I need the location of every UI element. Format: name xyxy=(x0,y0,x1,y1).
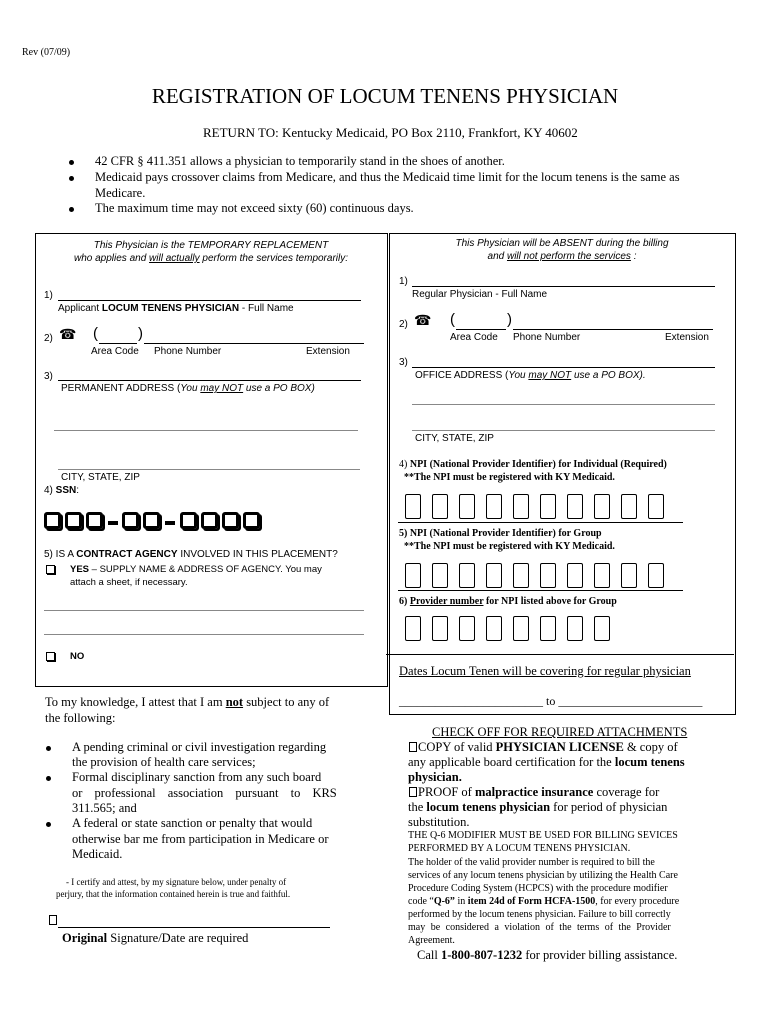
area-code-paren: ) xyxy=(507,311,512,328)
field-number: 1) xyxy=(399,276,408,287)
billing-assistance-phone xyxy=(417,948,677,963)
q6-modifier-notice: THE Q-6 MODIFIER MUST BE USED FOR BILLING SEVICES xyxy=(408,830,678,841)
attachment-malpractice-continued: substitution. xyxy=(408,815,470,829)
attest-emphasis: not xyxy=(225,695,244,709)
city-state-zip-field[interactable] xyxy=(412,430,715,431)
contract-agency-question xyxy=(44,549,338,560)
phone-number-label: Phone Number xyxy=(154,346,222,357)
label-text: 5) IS A xyxy=(44,549,77,560)
city-state-zip-field[interactable] xyxy=(58,469,360,470)
q6-modifier-notice-continued: PERFORMED BY A LOCUM TENENS PHYSICIAN. xyxy=(408,843,631,854)
attachments-title: CHECK OFF FOR REQUIRED ATTACHMENTS xyxy=(432,725,688,739)
npi-digit-box[interactable] xyxy=(513,494,529,519)
telephone-icon: ☎ xyxy=(59,328,77,343)
certify-statement: - I certify and attest, by my signature below, under penalty of xyxy=(66,877,287,887)
paragraph-emphasis: Q-6” xyxy=(433,896,455,907)
attachment-license-continued: physician. xyxy=(408,770,462,784)
divider xyxy=(386,654,734,655)
attachment-text: & copy of xyxy=(623,740,678,754)
office-address-label xyxy=(415,370,646,381)
provider-digit-box[interactable] xyxy=(486,616,502,641)
ssn-digit-box[interactable] xyxy=(122,512,139,529)
npi-digit-box[interactable] xyxy=(513,563,529,588)
area-code-paren: ( xyxy=(450,311,455,328)
ssn-digit-box[interactable] xyxy=(201,512,218,529)
label-emphasis: SSN xyxy=(55,485,77,496)
npi-digit-box[interactable] xyxy=(540,494,556,519)
bullet-icon xyxy=(69,176,74,181)
office-address-field[interactable] xyxy=(412,367,715,368)
provider-digit-box[interactable] xyxy=(567,616,583,641)
field-number: 3) xyxy=(399,357,408,368)
field-number: 2) xyxy=(399,319,408,330)
npi-digit-box[interactable] xyxy=(594,563,610,588)
npi-digit-box[interactable] xyxy=(405,494,421,519)
call-text: Call xyxy=(417,948,441,962)
provider-number-label xyxy=(399,596,617,607)
ssn-digit-box[interactable] xyxy=(222,512,239,529)
attachment-emphasis: malpractice insurance xyxy=(474,785,594,799)
attachment-text: any applicable board certification for the xyxy=(408,755,615,769)
heading-text: perform the services temporarily: xyxy=(199,253,349,264)
field-number: 1) xyxy=(44,290,53,301)
bullet-icon xyxy=(69,207,74,212)
area-code-field[interactable] xyxy=(99,343,137,344)
field-number: 2) xyxy=(44,333,53,344)
signature-checkbox[interactable] xyxy=(49,915,57,925)
extension-label: Extension xyxy=(306,346,350,357)
return-address: RETURN TO: Kentucky Medicaid, PO Box 2110, Frankfort, KY 40602 xyxy=(203,125,578,140)
yes-label-continued: attach a sheet, if necessary. xyxy=(70,577,188,588)
ssn-digit-box[interactable] xyxy=(44,512,61,529)
attachment-text: for period of physician xyxy=(550,800,668,814)
label-text: 4) xyxy=(44,485,56,496)
label-text: 4) xyxy=(399,459,410,470)
paragraph-text: code “ xyxy=(408,896,434,907)
regular-physician-name-label: Regular Physician - Full Name xyxy=(412,289,548,300)
label-italic-underline: may NOT xyxy=(528,370,572,381)
attest-intro-continued: the following: xyxy=(45,711,116,725)
revision-label: Rev (07/09) xyxy=(22,47,71,58)
heading-emphasis: will not perform the services xyxy=(506,251,631,262)
provider-digit-box[interactable] xyxy=(459,616,475,641)
bullet-item-continued: Medicare. xyxy=(95,186,146,200)
billing-paragraph-line: Agreement. xyxy=(408,935,455,946)
right-heading-2 xyxy=(390,251,734,262)
label-italic: use a PO BOX) xyxy=(243,383,315,394)
bullet-item: 42 CFR § 411.351 allows a physician to temporarily stand in the shoes of another. xyxy=(95,154,505,168)
area-code-paren: ) xyxy=(138,325,143,342)
billing-paragraph-line: Procedure Coding System (HCPCS) with the procedure modifier xyxy=(408,883,668,894)
ssn-dash xyxy=(108,521,118,525)
provider-digit-box[interactable] xyxy=(594,616,610,641)
page-title: REGISTRATION OF LOCUM TENENS PHYSICIAN xyxy=(151,84,619,108)
npi-digit-box[interactable] xyxy=(459,563,475,588)
label-italic: You xyxy=(180,383,201,394)
label-text: INVOLVED IN THIS PLACEMENT? xyxy=(177,549,338,560)
attest-item-continued: otherwise bar me from participation in Medicare or xyxy=(72,832,329,846)
label-text: – SUPPLY NAME & ADDRESS OF AGENCY. You may xyxy=(89,564,322,575)
ssn-digit-box[interactable] xyxy=(243,512,260,529)
billing-paragraph-line: performed by the locum tenens physician. Failure to bill correctly xyxy=(408,909,671,920)
address-line-2-field[interactable] xyxy=(412,404,715,405)
npi-digit-box[interactable] xyxy=(567,494,583,519)
npi-digit-box[interactable] xyxy=(486,494,502,519)
label-text: for NPI listed above for Group xyxy=(483,596,617,607)
label-text: : xyxy=(76,485,80,496)
attachment-emphasis: PHYSICIAN LICENSE xyxy=(495,740,624,754)
attest-item-continued: the provision of health care services; xyxy=(72,755,256,769)
locum-name-label xyxy=(58,303,294,314)
attest-text: subject to any of xyxy=(243,695,330,709)
attachment-license-continued xyxy=(408,755,685,770)
npi-group-note: **The NPI must be registered with KY Medicaid. xyxy=(404,541,615,552)
label-emphasis: LOCUM TENENS PHYSICIAN xyxy=(101,303,240,314)
billing-paragraph-line: The holder of the valid provider number is required to bill the xyxy=(408,857,655,868)
divider xyxy=(398,590,683,591)
attest-item: A pending criminal or civil investigation regarding xyxy=(72,740,327,754)
label-text: 6) xyxy=(399,596,410,607)
attest-intro xyxy=(45,695,329,710)
left-heading-2 xyxy=(36,253,386,264)
field-number: 3) xyxy=(44,371,53,382)
paragraph-emphasis: item 24d of Form HCFA-1500 xyxy=(467,896,596,907)
locum-name-field[interactable] xyxy=(58,300,361,301)
ssn-dash xyxy=(165,521,175,525)
heading-text: and xyxy=(487,251,507,262)
bullet-icon xyxy=(69,160,74,165)
telephone-icon: ☎ xyxy=(414,314,432,329)
area-code-paren: ( xyxy=(93,325,98,342)
billing-paragraph-line: may be considered a violation of the terms of the Provider xyxy=(408,922,671,933)
regular-physician-name-field[interactable] xyxy=(412,286,715,287)
area-code-label: Area Code xyxy=(450,332,498,343)
phone-number-label: Phone Number xyxy=(513,332,581,343)
ssn-label xyxy=(44,485,79,496)
attest-text: To my knowledge, I attest that I am xyxy=(45,695,226,709)
temporary-physician-section xyxy=(35,233,388,687)
label-text: PERMANENT ADDRESS ( xyxy=(61,383,181,394)
paragraph-text: in xyxy=(454,896,468,907)
label-emphasis: Provider number xyxy=(409,596,484,607)
attest-item-continued: Medicaid. xyxy=(72,847,123,861)
heading-text: : xyxy=(630,251,637,262)
label-text: Applicant xyxy=(58,303,102,314)
address-line-2-field[interactable] xyxy=(54,430,358,431)
city-state-zip-label: CITY, STATE, ZIP xyxy=(415,433,494,444)
npi-digit-box[interactable] xyxy=(405,563,421,588)
bullet-icon xyxy=(46,776,51,781)
npi-digit-box[interactable] xyxy=(567,563,583,588)
permanent-address-field[interactable] xyxy=(58,380,361,381)
no-checkbox[interactable] xyxy=(46,652,55,661)
ssn-digit-box[interactable] xyxy=(65,512,82,529)
agency-line-2-field[interactable] xyxy=(44,634,364,635)
label-emphasis: NPI (National Provider Identifier) for Individual (Required) xyxy=(409,459,667,470)
phone-number-field[interactable] xyxy=(513,329,713,330)
permanent-address-label xyxy=(61,383,315,394)
yes-label xyxy=(70,564,322,575)
area-code-field[interactable] xyxy=(456,329,506,330)
label-italic: You xyxy=(508,370,529,381)
attachment-emphasis: locum tenens physician xyxy=(426,800,551,814)
ssn-digit-box[interactable] xyxy=(180,512,197,529)
yes-checkbox[interactable] xyxy=(46,565,55,574)
npi-digit-box[interactable] xyxy=(540,563,556,588)
npi-group-label: 5) NPI (National Provider Identifier) for Group xyxy=(399,528,602,539)
city-state-zip-label: CITY, STATE, ZIP xyxy=(61,472,140,483)
signature-label xyxy=(62,931,248,946)
npi-individual-label xyxy=(399,459,667,470)
paragraph-text: , for every procedure xyxy=(595,896,680,907)
billing-paragraph-line xyxy=(408,896,679,907)
heading-text: who applies and xyxy=(73,253,150,264)
left-heading-1: This Physician is the TEMPORARY REPLACEMENT xyxy=(93,240,329,251)
signature-field[interactable] xyxy=(58,927,330,928)
heading-emphasis: will actually xyxy=(149,253,200,264)
attest-item-continued: 311.565; and xyxy=(72,801,137,815)
ssn-digit-box[interactable] xyxy=(143,512,160,529)
provider-digit-box[interactable] xyxy=(513,616,529,641)
dates-covering-field[interactable]: ________________________ to ________________________ xyxy=(399,694,703,708)
extension-label: Extension xyxy=(665,332,709,343)
bullet-item: The maximum time may not exceed sixty (60) continuous days. xyxy=(95,201,414,215)
attachment-license xyxy=(418,740,678,755)
agency-line-1-field[interactable] xyxy=(44,610,364,611)
divider xyxy=(398,522,683,523)
label-italic: use a PO BOX). xyxy=(571,370,646,381)
attachment-text: COPY of valid xyxy=(418,740,496,754)
label-emphasis: CONTRACT AGENCY xyxy=(76,549,178,560)
npi-individual-note: **The NPI must be registered with KY Medicaid. xyxy=(404,472,615,483)
attachment-malpractice xyxy=(418,785,659,800)
no-label: NO xyxy=(70,651,85,662)
npi-digit-box[interactable] xyxy=(432,494,448,519)
label-italic-underline: may NOT xyxy=(200,383,244,394)
bullet-item: Medicaid pays crossover claims from Medicare, and thus the Medicaid time limit for the locum tenens is the same as xyxy=(95,170,680,184)
right-heading-1: This Physician will be ABSENT during the billing xyxy=(455,238,669,249)
attest-item: A federal or state sanction or penalty that would xyxy=(72,816,313,830)
provider-digit-box[interactable] xyxy=(432,616,448,641)
bullet-icon xyxy=(46,746,51,751)
label-text: OFFICE ADDRESS ( xyxy=(415,370,509,381)
call-text: for provider billing assistance. xyxy=(522,948,678,962)
npi-digit-box[interactable] xyxy=(459,494,475,519)
npi-digit-box[interactable] xyxy=(594,494,610,519)
label-text: Signature/Date are required xyxy=(107,931,249,945)
npi-digit-box[interactable] xyxy=(621,494,637,519)
provider-digit-box[interactable] xyxy=(405,616,421,641)
npi-digit-box[interactable] xyxy=(648,494,664,519)
attachment-emphasis: locum tenens xyxy=(614,755,685,769)
billing-paragraph-line: services of any locum tenens physician by utilizing the Health Care xyxy=(408,870,678,881)
license-checkbox[interactable] xyxy=(409,742,417,752)
bullet-icon xyxy=(46,822,51,827)
certify-statement-continued: perjury, that the information contained herein is true and faithful. xyxy=(56,889,291,899)
npi-digit-box[interactable] xyxy=(432,563,448,588)
label-emphasis: Original xyxy=(62,931,108,945)
attachment-text: the xyxy=(408,800,427,814)
area-code-label: Area Code xyxy=(91,346,139,357)
ssn-digit-box[interactable] xyxy=(86,512,103,529)
npi-digit-box[interactable] xyxy=(621,563,637,588)
malpractice-checkbox[interactable] xyxy=(409,787,417,797)
attachment-text: PROOF of xyxy=(418,785,475,799)
attest-item: Formal disciplinary sanction from any such board xyxy=(72,770,322,784)
dates-covering-label: Dates Locum Tenen will be covering for regular physician xyxy=(399,664,691,678)
attachment-text: coverage for xyxy=(593,785,660,799)
phone-number: 1-800-807-1232 xyxy=(440,948,523,962)
npi-digit-box[interactable] xyxy=(648,563,664,588)
provider-digit-box[interactable] xyxy=(540,616,556,641)
phone-number-field[interactable] xyxy=(144,343,364,344)
npi-digit-box[interactable] xyxy=(486,563,502,588)
attest-item-continued: or professional association pursuant to KRS xyxy=(72,786,337,800)
attachment-malpractice-continued xyxy=(408,800,667,815)
label-emphasis: YES xyxy=(70,564,90,575)
label-text: - Full Name xyxy=(239,303,294,314)
